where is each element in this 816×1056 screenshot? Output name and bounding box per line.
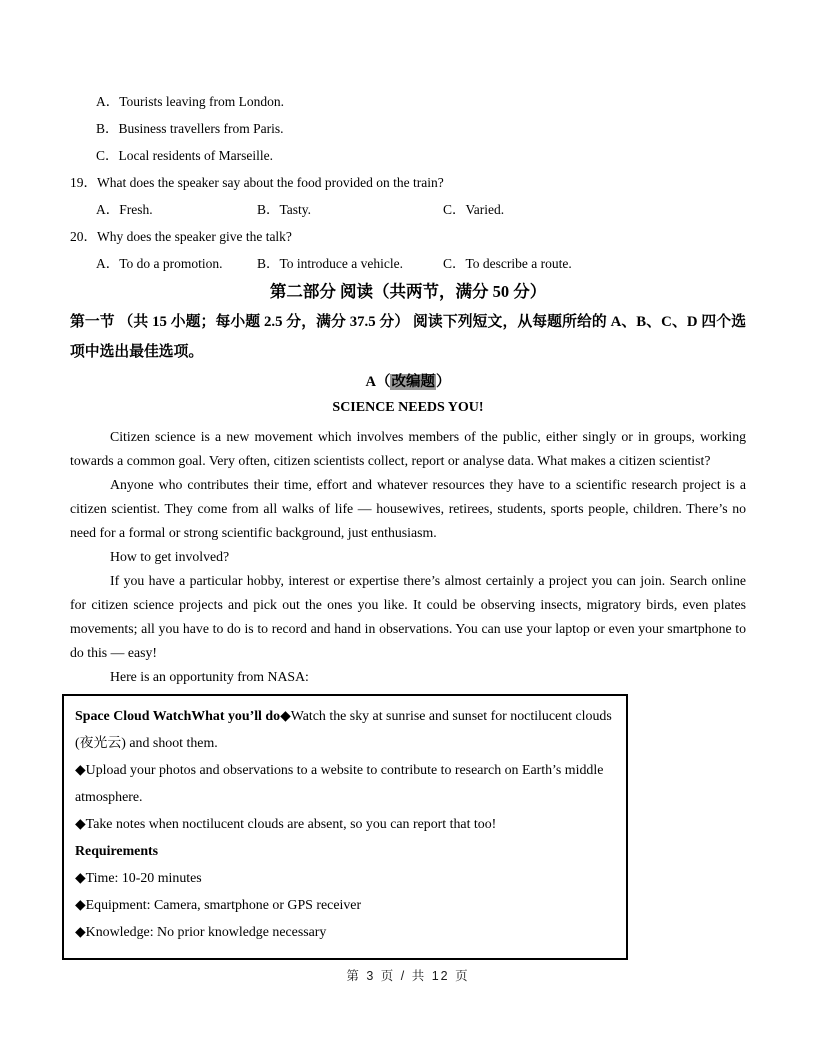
passage-paragraph-4: If you have a particular hobby, interest or expertise there’s almost certainly a project you can join. Search online for citizen science projects and pick out the ones you like. It could be observing insects, migratory birds, even plates movements; all you have to do is to record and hand in observations. You can use your laptop or even your smartphone to do this — easy! — [70, 573, 746, 660]
q19-option-b: B．Tasty. — [257, 202, 312, 217]
passage-paragraph-1: Citizen science is a new movement which involves members of the public, either singly or in groups, working towards a common goal. Very often, citizen scientists collect, report or analyse data. What makes a citizen scientist? — [70, 429, 746, 468]
q19-option-c: C．Varied. — [443, 202, 505, 217]
part-two-heading: 第二部分 阅读（共两节，满分 50 分） — [269, 282, 547, 301]
q20-option-b: B．To introduce a vehicle. — [257, 256, 404, 271]
passage-label-suffix: ） — [435, 374, 451, 390]
reading-section — [70, 279, 746, 960]
box-bullet-upload: ◆Upload your photos and observations to a website to contribute to research on Earth’s middle atmosphere. — [75, 763, 604, 805]
passage-paragraph-2: Anyone who contributes their time, effort and whatever resources they have to a scientific research project is a citizen scientist. They come from all walks of life — housewives, retirees, students, sports people, children. There’s no need for a formal or strong scientific background, just enthusiasm. — [70, 477, 746, 540]
q20-option-c: C．To describe a route. — [443, 256, 572, 271]
box-title-bold: Space Cloud WatchWhat you’ll do — [75, 709, 281, 724]
box-requirement-knowledge: ◆Knowledge: No prior knowledge necessary — [75, 925, 327, 940]
q19-option-a: A．Fresh. — [96, 202, 153, 217]
q18-option-c: C．Local residents of Marseille. — [96, 148, 273, 163]
box-what-youll-do — [75, 703, 615, 757]
box-bullet-watch: ◆Watch the sky at sunrise and sunset for noctilucent clouds (夜光云) and shoot them. — [75, 709, 612, 751]
page-content — [70, 88, 746, 960]
box-bullet-notes: ◆Take notes when noctilucent clouds are absent, so you can report that too! — [75, 817, 497, 832]
listening-section — [70, 88, 746, 277]
q20-option-a: A．To do a promotion. — [96, 256, 223, 271]
question-19-options — [70, 196, 746, 223]
passage-title: SCIENCE NEEDS YOU! — [332, 400, 484, 415]
question-20-prompt: 20．Why does the speaker give the talk? — [70, 229, 292, 244]
q18-option-a: A．Tourists leaving from London. — [96, 94, 285, 109]
section-one-instructions: 第一节 （共 15 小题；每小题 2.5 分，满分 37.5 分） 阅读下列短文，从每题所给的 A、B、C、D 四个选项中选出最佳选项。 — [70, 314, 746, 360]
box-requirement-time: ◆Time: 10-20 minutes — [75, 871, 202, 886]
passage-paragraph-3: How to get involved? — [110, 549, 230, 564]
nasa-opportunity-box — [62, 694, 628, 960]
page-number-footer: 第 3 页 / 共 12 页 — [346, 969, 470, 983]
box-requirement-equipment: ◆Equipment: Camera, smartphone or GPS receiver — [75, 898, 362, 913]
passage-a-label — [70, 369, 746, 395]
box-requirements-heading: Requirements — [75, 844, 159, 859]
question-19-prompt: 19．What does the speaker say about the food provided on the train? — [70, 175, 444, 190]
question-20-options — [70, 250, 746, 277]
highlight-revised-tag: 改编题 — [391, 374, 435, 390]
passage-label-prefix: A（ — [365, 374, 391, 390]
passage-paragraph-5: Here is an opportunity from NASA: — [110, 669, 309, 684]
q18-option-b: B．Business travellers from Paris. — [96, 121, 284, 136]
